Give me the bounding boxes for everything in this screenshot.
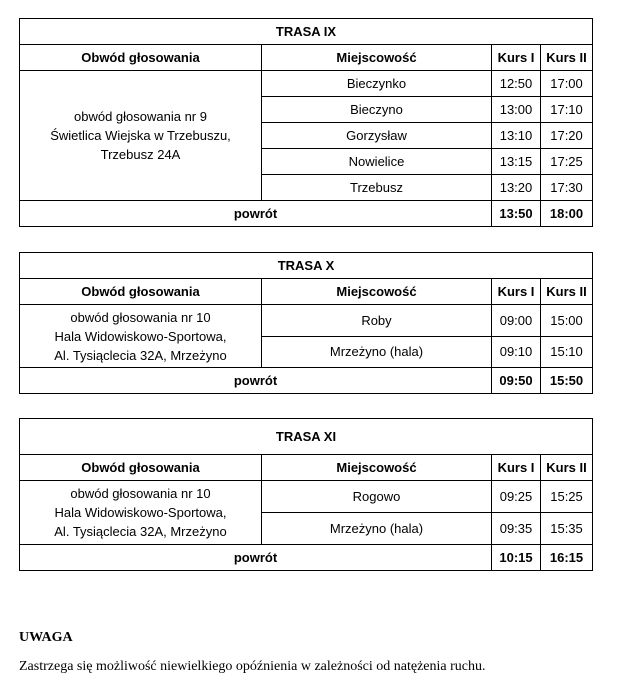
course-2-header: Kurs II xyxy=(541,279,593,305)
stop-course-1: 13:10 xyxy=(492,123,541,149)
stop-course-2: 17:00 xyxy=(541,71,593,97)
stop-place: Mrzeżyno (hala) xyxy=(262,337,492,368)
route-title: TRASA X xyxy=(20,253,593,279)
district-header: Obwód głosowania xyxy=(20,279,262,305)
stop-course-2: 17:30 xyxy=(541,175,593,201)
route-table-xi xyxy=(19,418,593,571)
district-line: Hala Widowiskowo-Sportowa, xyxy=(54,328,227,344)
route-title: TRASA XI xyxy=(20,419,593,455)
route-title: TRASA IX xyxy=(20,19,593,45)
stop-place: Trzebusz xyxy=(262,175,492,201)
course-1-header: Kurs I xyxy=(492,279,541,305)
district-line: Al. Tysiąclecia 32A, Mrzeżyno xyxy=(54,347,227,363)
district-cell xyxy=(20,305,262,368)
stop-course-2: 17:10 xyxy=(541,97,593,123)
stop-course-2: 15:10 xyxy=(541,337,593,368)
district-cell xyxy=(20,71,262,201)
return-course-1: 10:15 xyxy=(492,545,541,571)
course-1-header: Kurs I xyxy=(492,455,541,481)
district-line: Hala Widowiskowo-Sportowa, xyxy=(54,505,227,520)
return-label: powrót xyxy=(20,545,492,571)
stop-place: Rogowo xyxy=(262,481,492,513)
stop-course-2: 15:35 xyxy=(541,513,593,545)
note-text: Zastrzega się możliwość niewielkiego opóźnienia w zależności od natężenia ruchu. xyxy=(19,659,486,674)
stop-course-1: 12:50 xyxy=(492,71,541,97)
stop-place: Nowielice xyxy=(262,149,492,175)
stop-course-1: 13:00 xyxy=(492,97,541,123)
place-header: Miejscowość xyxy=(262,279,492,305)
stop-course-2: 15:00 xyxy=(541,305,593,337)
stop-course-2: 17:25 xyxy=(541,149,593,175)
stop-course-1: 13:15 xyxy=(492,149,541,175)
place-header: Miejscowość xyxy=(262,455,492,481)
route-table-x xyxy=(19,252,593,394)
stop-course-1: 09:25 xyxy=(492,481,541,513)
stop-course-2: 15:25 xyxy=(541,481,593,513)
stop-place: Roby xyxy=(262,305,492,337)
stop-course-1: 09:10 xyxy=(492,337,541,368)
return-label: powrót xyxy=(20,201,492,227)
district-line: obwód głosowania nr 9 xyxy=(74,109,207,124)
stop-place: Bieczynko xyxy=(262,71,492,97)
stop-course-1: 09:00 xyxy=(492,305,541,337)
district-header: Obwód głosowania xyxy=(20,45,262,71)
return-course-2: 15:50 xyxy=(541,368,593,394)
route-table-ix xyxy=(19,18,593,227)
return-course-1: 09:50 xyxy=(492,368,541,394)
district-cell xyxy=(20,481,262,545)
return-course-2: 18:00 xyxy=(541,201,593,227)
course-1-header: Kurs I xyxy=(492,45,541,71)
district-header: Obwód głosowania xyxy=(20,455,262,481)
return-course-2: 16:15 xyxy=(541,545,593,571)
stop-place: Gorzysław xyxy=(262,123,492,149)
return-course-1: 13:50 xyxy=(492,201,541,227)
stop-place: Mrzeżyno (hala) xyxy=(262,513,492,545)
place-header: Miejscowość xyxy=(262,45,492,71)
course-2-header: Kurs II xyxy=(541,455,593,481)
return-label: powrót xyxy=(20,368,492,394)
stop-course-1: 09:35 xyxy=(492,513,541,545)
district-line: Al. Tysiąclecia 32A, Mrzeżyno xyxy=(54,524,227,539)
district-line: Trzebusz 24A xyxy=(100,147,181,162)
note-title: UWAGA xyxy=(19,630,73,645)
stop-course-1: 13:20 xyxy=(492,175,541,201)
district-line: obwód głosowania nr 10 xyxy=(70,309,211,325)
stop-course-2: 17:20 xyxy=(541,123,593,149)
course-2-header: Kurs II xyxy=(541,45,593,71)
district-line: obwód głosowania nr 10 xyxy=(70,486,211,501)
district-line: Świetlica Wiejska w Trzebuszu, xyxy=(50,128,231,143)
stop-place: Bieczyno xyxy=(262,97,492,123)
